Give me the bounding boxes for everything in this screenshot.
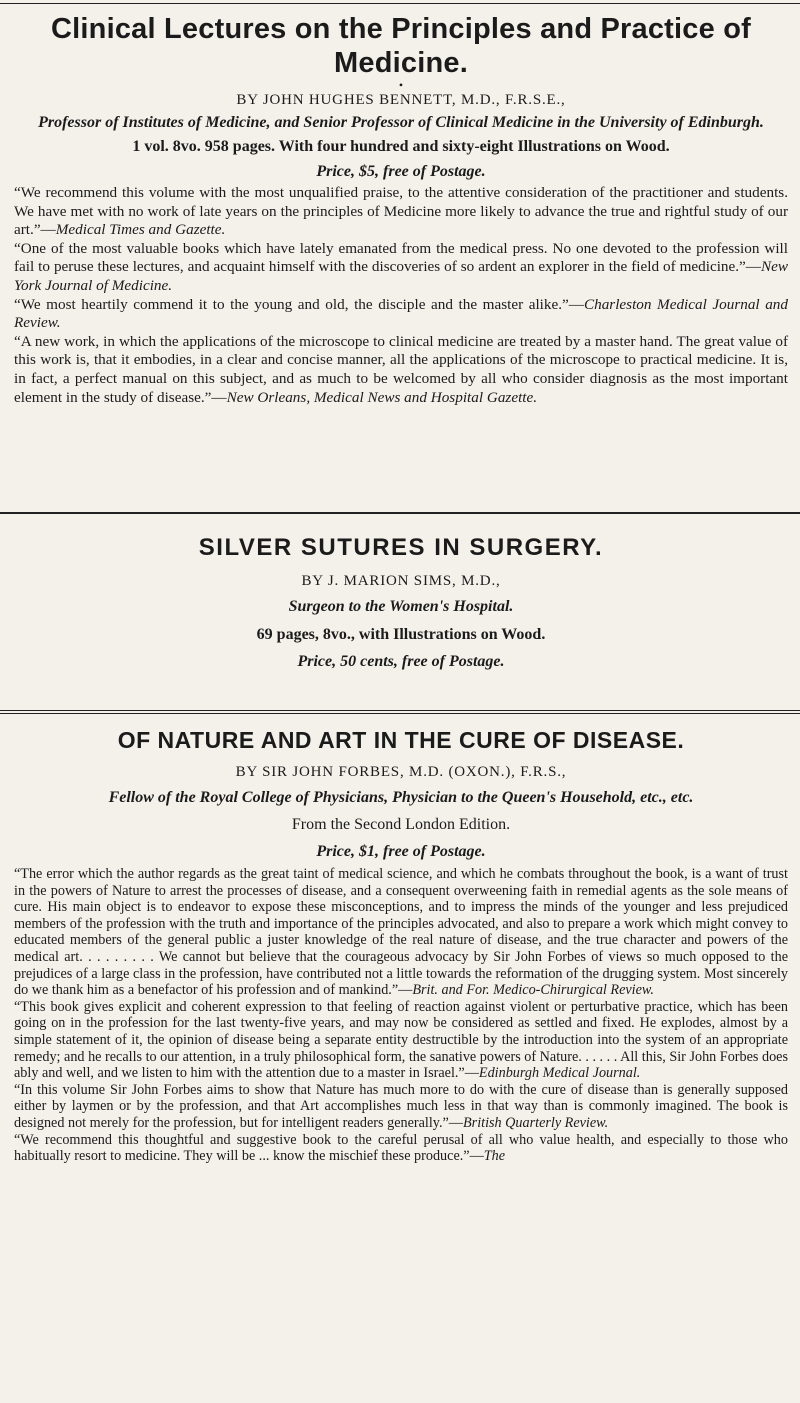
price-bennett: Price, $5, free of Postage. [316, 163, 486, 180]
reviews-bennett [14, 184, 788, 407]
review-quote: “The error which the author regards as the great taint of medical science, and which he combats throughout the book, is a want of trust in the powers of Nature to arrest the processes of disease, and a consequent overweening faith in remedial agents as the sole means of cure. His main object is to endeavor to expose these misconceptions, and to impress the minds of the younger and less prejudiced members of the profession with the truth and importance of the principles advocated, and also to prepare a work which might convey to educated members of the general public a juster knowledge of the real nature of disease, and the true character and powers of the medical art. . . . . . . . . We cannot but believe that the courageous advocacy by Sir John Forbes of views so much opposed to the prejudices of a large class in the profession, have contributed not a little towards the reformation of the drugging system. Most sincerely do we thank him as a benefactor of his profession and of mankind.”—Brit. and For. Medico-Chirurgical Review. [14, 866, 788, 999]
price-forbes: Price, $1, free of Postage. [316, 843, 486, 860]
section-forbes [14, 726, 788, 1165]
review-quote: “A new work, in which the applications of the microscope to clinical medicine are treated by a master hand. The great value of this work is, that it embodies, in a clear and concise manner, all the applications of the microscope to practical medicine. It is, in fact, a perfect manual on this subject, and as much to be welcomed by all who consider diagnosis as the most important element in the study of disease.”—New Orleans, Medical News and Hospital Gazette. [14, 332, 788, 406]
section-divider [0, 710, 800, 714]
review-quote: “We most heartily commend it to the young and old, the disciple and the master alike.”—Charleston Medical Journal and Review. [14, 295, 788, 332]
author-role-sims: Surgeon to the Women's Hospital. [288, 598, 514, 615]
section-divider [0, 512, 800, 514]
reviews-forbes [14, 866, 788, 1165]
book-details-bennett: 1 vol. 8vo. 958 pages. With four hundred and sixty-eight Illustrations on Wood. [132, 138, 670, 155]
author-role-bennett: Professor of Institutes of Medicine, and Senior Professor of Clinical Medicine in the University of Edinburgh. [38, 114, 764, 131]
ornament-dot: • [398, 78, 404, 92]
book-title-clinical-lectures: Clinical Lectures on the Principles and Practice of Medicine. [51, 13, 751, 79]
section-bennett [14, 12, 788, 407]
review-quote: “This book gives explicit and coherent expression to that feeling of reaction against violent or perturbative practice, which has been going on in the profession for the last twenty-five years, and may now be considered as settled and fixed. He explodes, almost by a simple statement of it, the opinion of disease being a separate entity destructible by the introduction into the system of an appropriate remedy; and he recalls to our attention, in a truly philosophical form, the sanative powers of Nature. . . . . . All this, Sir John Forbes does ably and well, and we listen to him with the attention due to a master in Israel.”—Edinburgh Medical Journal. [14, 998, 788, 1082]
section-sims [14, 534, 788, 672]
price-sims: Price, 50 cents, free of Postage. [297, 653, 505, 670]
book-details-sims: 69 pages, 8vo., with Illustrations on Wood. [256, 626, 546, 643]
review-quote: “In this volume Sir John Forbes aims to show that Nature has much more to do with the cure of disease than is generally supposed either by laymen or by the profession, and that Art accomplishes much less in that way than is commonly imagined. The book is designed not merely for the profession, but for intelligent readers generally.”—British Quarterly Review. [14, 1081, 788, 1131]
author-sims: BY J. MARION SIMS, M.D., [301, 573, 501, 589]
top-rule [0, 3, 800, 4]
review-quote: “We recommend this volume with the most unqualified praise, to the attentive consideration of the practitioner and students. We have met with no work of late years on the principles of Medicine more likely to advance the true and rightful study of our art.”—Medical Times and Gazette. [14, 184, 788, 239]
review-quote: “One of the most valuable books which have lately emanated from the medical press. No one devoted to the profession will fail to peruse these lectures, and acquaint himself with the discoveries of so ardent an explorer in the field of medicine.”—New York Journal of Medicine. [14, 239, 788, 294]
author-forbes: BY SIR JOHN FORBES, M.D. (OXON.), F.R.S., [235, 764, 567, 780]
book-title-silver-sutures: SILVER SUTURES IN SURGERY. [198, 534, 604, 561]
author-role-forbes: Fellow of the Royal College of Physicians, Physician to the Queen's Household, etc., etc. [108, 789, 694, 806]
author-bennett: BY JOHN HUGHES BENNETT, M.D., F.R.S.E., [236, 92, 566, 108]
edition-forbes: From the Second London Edition. [291, 816, 511, 833]
book-title-nature-and-art: OF NATURE AND ART IN THE CURE OF DISEASE. [117, 727, 685, 753]
review-quote: “We recommend this thoughtful and suggestive book to the careful perusal of all who value health, and especially to those who habitually resort to medicine. They will be ... know the mischief these produce.”—The [14, 1131, 788, 1165]
